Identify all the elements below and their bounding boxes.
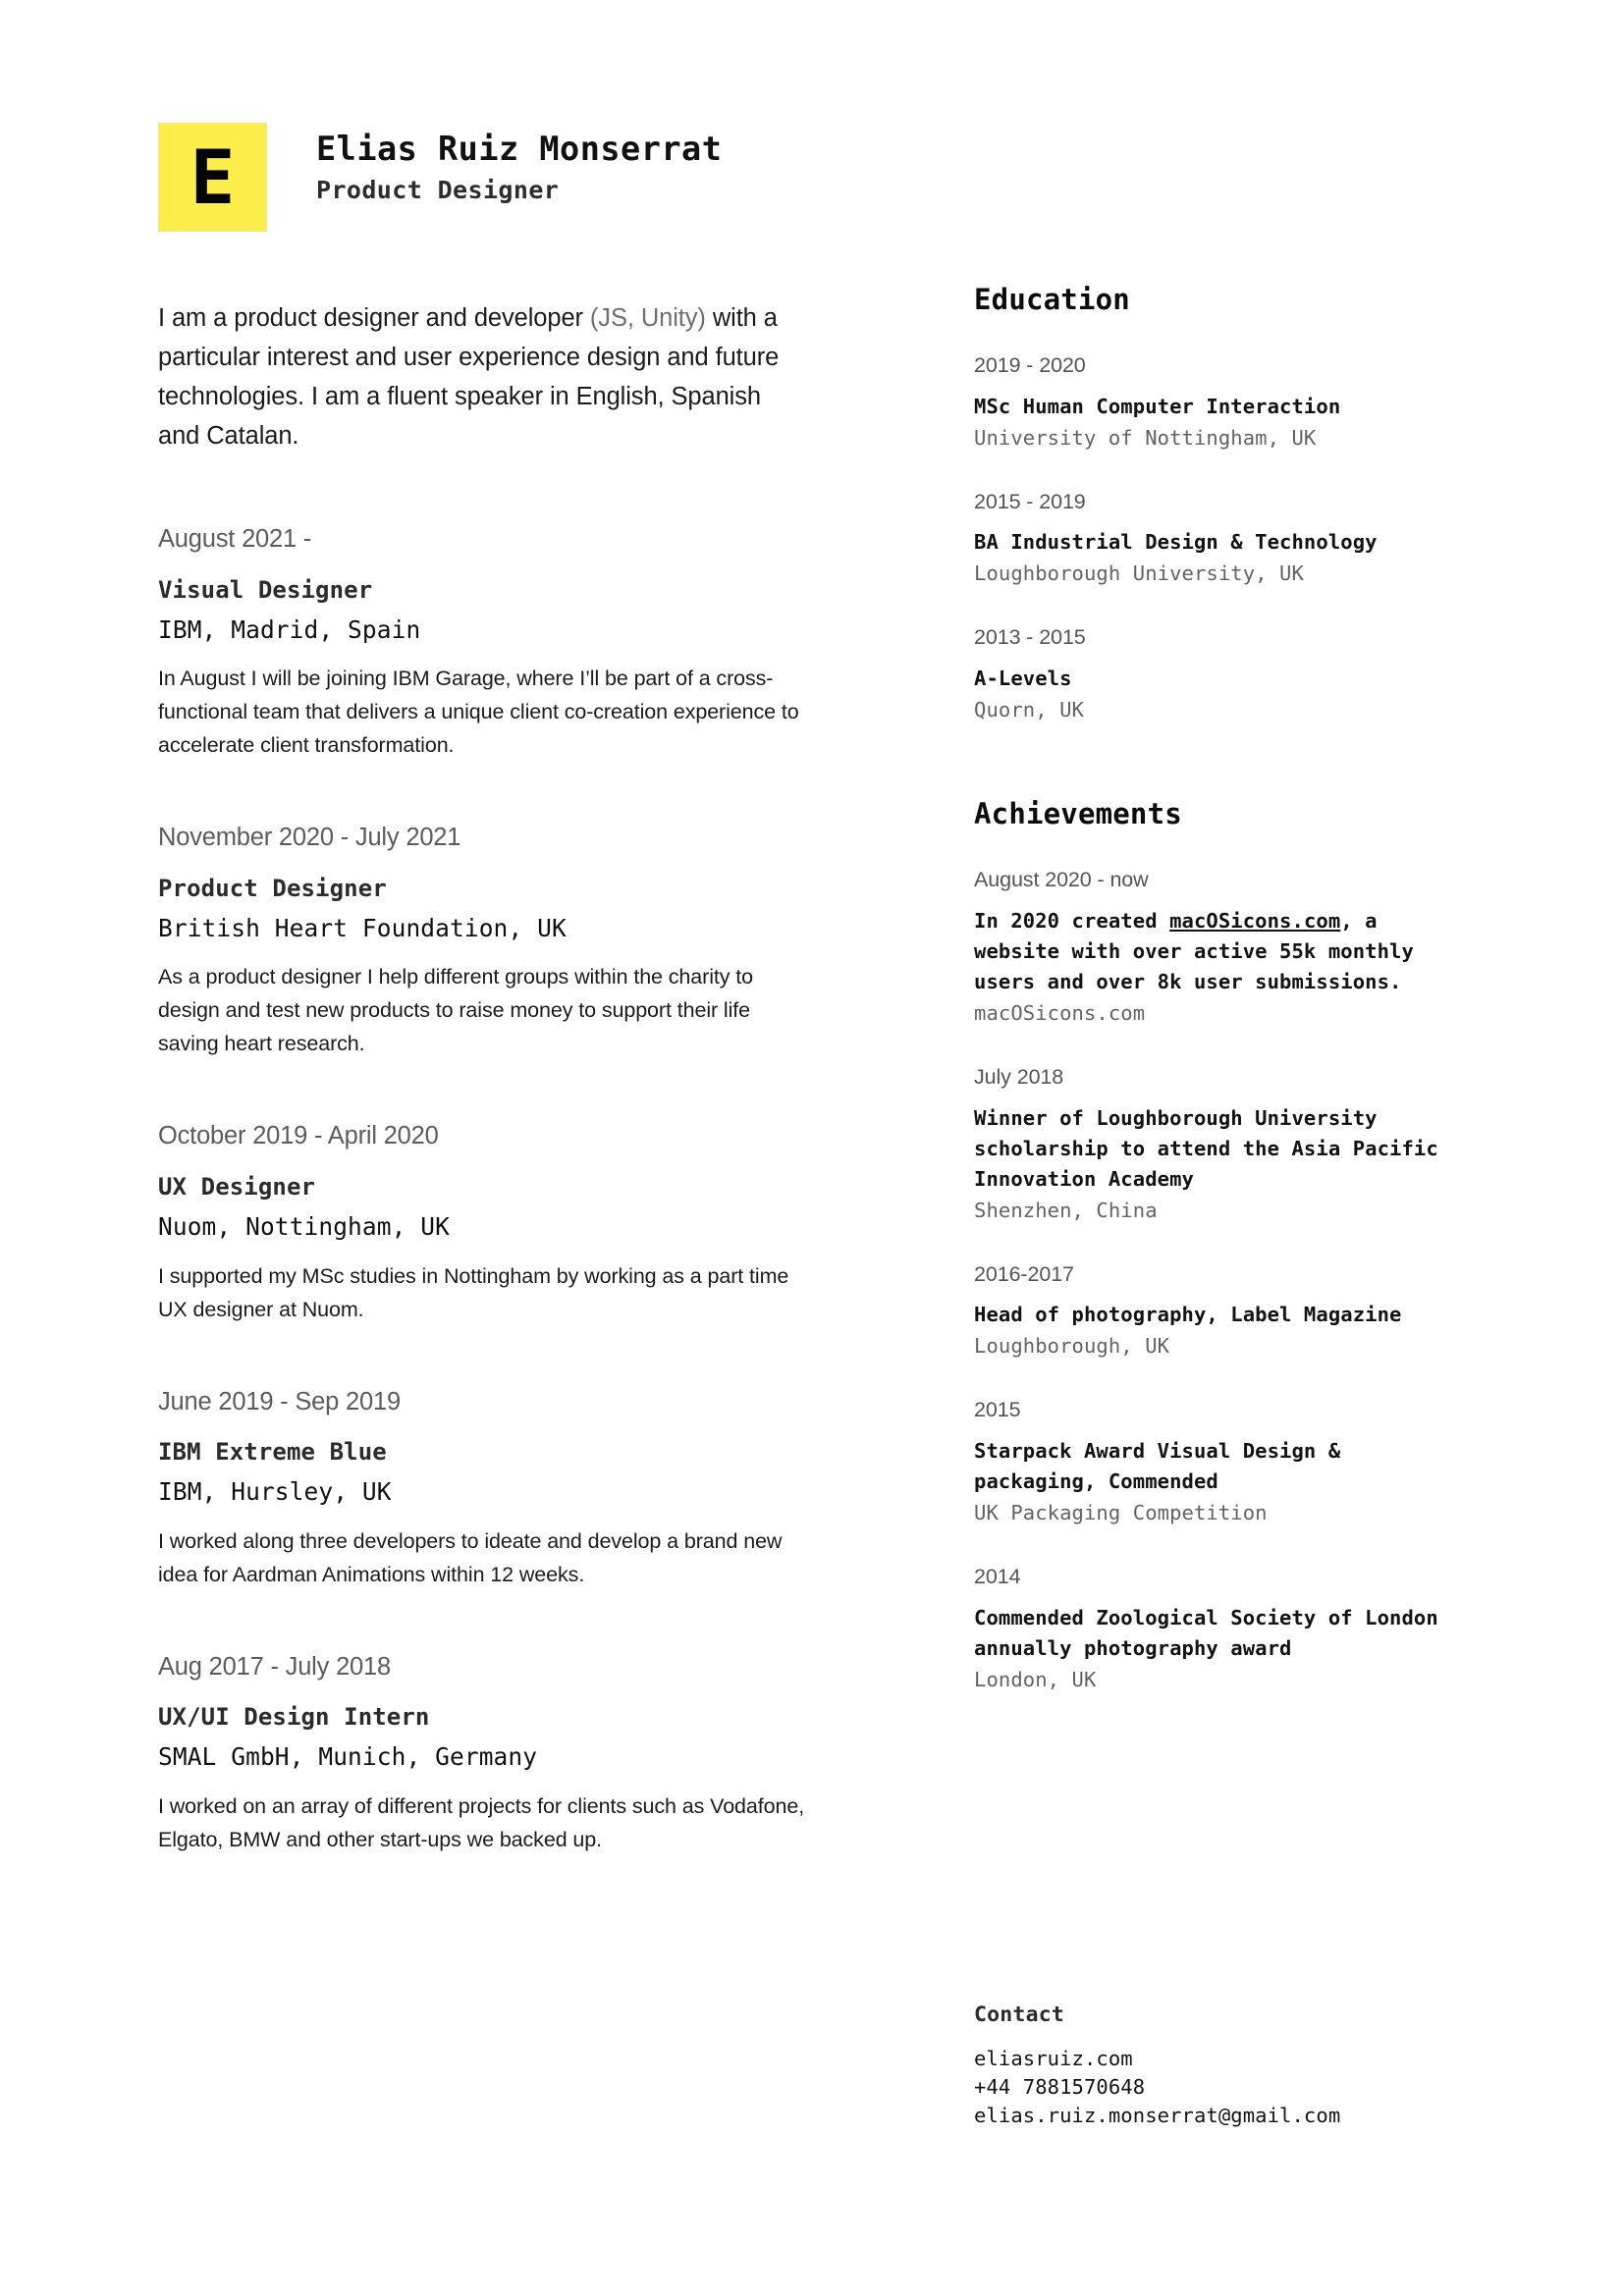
contact-email[interactable]: elias.ruiz.monserrat@gmail.com: [974, 2103, 1341, 2127]
right-column: [974, 283, 1465, 1695]
education-date: 2013 - 2015: [974, 625, 1086, 650]
achievement-sub: Shenzhen, China: [974, 1198, 1158, 1222]
achievements-section: [974, 797, 1465, 1695]
education-section: [974, 283, 1465, 725]
experience-date: October 2019 - April 2020: [158, 1122, 439, 1150]
education-institution: Loughborough University, UK: [974, 561, 1304, 586]
education-item: [974, 625, 1465, 725]
cv-header: [158, 123, 722, 232]
achievement-sub: Loughborough, UK: [974, 1334, 1170, 1359]
achievement-sub: London, UK: [974, 1667, 1097, 1691]
education-degree: MSc Human Computer Interaction: [974, 394, 1341, 418]
education-date: 2015 - 2019: [974, 489, 1086, 513]
experience-company: Nuom, Nottingham, UK: [158, 1212, 451, 1242]
achievement-title: Starpack Award Visual Design & packaging, Commended: [974, 1439, 1341, 1494]
achievement-title: Commended Zoological Society of London annually photography award: [974, 1605, 1438, 1660]
experience-item: [158, 1387, 816, 1591]
experience-company: SMAL GmbH, Munich, Germany: [158, 1742, 538, 1772]
macosicons-link[interactable]: macOSicons.com: [1169, 908, 1341, 933]
experience-date: Aug 2017 - July 2018: [158, 1652, 392, 1681]
achievement-title: Head of photography, Label Magazine: [974, 1303, 1402, 1327]
achievement-sub: UK Packaging Competition: [974, 1501, 1268, 1525]
education-institution: University of Nottingham, UK: [974, 425, 1317, 450]
achievement-item: [974, 1565, 1465, 1695]
intro-text-part2: with a particular interest and user experience design and future technologies. I am a fluent speaker in English, Spanish and Catalan.: [158, 304, 780, 450]
experience-description: In August I will be joining IBM Garage, where I’ll be part of a cross-functional team that delivers a unique client co-creation experience to accelerate client transformation.: [158, 667, 799, 758]
achievement-date: August 2020 - now: [974, 867, 1149, 891]
education-heading: Education: [974, 283, 1130, 316]
achievements-heading: Achievements: [974, 797, 1182, 831]
experience-company: IBM, Hursley, UK: [158, 1477, 392, 1507]
experience-title: Visual Designer: [158, 575, 373, 604]
header-text-block: [316, 123, 722, 206]
experience-date: June 2019 - Sep 2019: [158, 1387, 401, 1415]
achievement-item: [974, 868, 1465, 1029]
left-column: [158, 298, 816, 1856]
intro-paragraph: [158, 298, 806, 455]
experience-date: November 2020 - July 2021: [158, 824, 461, 852]
achievement-date: 2015: [974, 1398, 1021, 1422]
achievement-title-before: In 2020 created: [974, 908, 1170, 933]
contact-phone[interactable]: +44 7881570648: [974, 2074, 1146, 2099]
experience-title: Product Designer: [158, 874, 387, 902]
experience-item: [158, 1652, 816, 1856]
education-item: [974, 353, 1465, 454]
education-degree: BA Industrial Design & Technology: [974, 530, 1378, 555]
achievement-title-after: , a website with over active 55k monthly users and over 8k user submissions.: [974, 908, 1414, 993]
contact-website[interactable]: eliasruiz.com: [974, 2046, 1133, 2070]
achievement-date: 2016-2017: [974, 1261, 1074, 1286]
experience-description: I worked along three developers to ideate and develop a brand new idea for Aardman Animations within 12 weeks.: [158, 1528, 783, 1586]
experience-title: IBM Extreme Blue: [158, 1438, 387, 1467]
intro-skills-note: (JS, Unity): [589, 304, 706, 332]
education-date: 2019 - 2020: [974, 352, 1086, 377]
contact-list: [974, 2045, 1465, 2130]
experience-company: British Heart Foundation, UK: [158, 913, 567, 942]
experience-item: [158, 1121, 816, 1325]
achievement-title: Winner of Loughborough University scholarship to attend the Asia Pacific Innovation Academy: [974, 1105, 1438, 1191]
logo-badge: [158, 123, 267, 232]
education-degree: A-Levels: [974, 667, 1072, 691]
intro-text-part1: I am a product designer and developer: [158, 304, 590, 332]
experience-item: [158, 823, 816, 1060]
experience-title: UX/UI Design Intern: [158, 1703, 430, 1732]
experience-company: IBM, Madrid, Spain: [158, 614, 421, 644]
achievement-date: 2014: [974, 1565, 1021, 1589]
achievement-item: [974, 1398, 1465, 1528]
experience-description: As a product designer I help different groups within the charity to design and test new products to raise money to support their life saving heart research.: [158, 965, 754, 1056]
achievement-sub: macOSicons.com: [974, 1000, 1146, 1025]
experience-date: August 2021 -: [158, 525, 312, 553]
person-role: Product Designer: [316, 175, 560, 204]
person-name: Elias Ruiz Monserrat: [316, 130, 723, 168]
achievement-title: [974, 906, 1465, 997]
education-item: [974, 490, 1465, 590]
education-institution: Quorn, UK: [974, 698, 1084, 722]
experience-description: I supported my MSc studies in Nottingham by working as a part time UX designer at Nuom.: [158, 1263, 789, 1321]
experience-item: [158, 524, 816, 762]
experience-title: UX Designer: [158, 1173, 316, 1201]
achievement-item: [974, 1262, 1465, 1362]
achievement-item: [974, 1065, 1465, 1226]
achievement-date: July 2018: [974, 1064, 1064, 1089]
logo-letter: E: [189, 133, 236, 221]
contact-section: [974, 2002, 1465, 2130]
experience-description: I worked on an array of different projects for clients such as Vodafone, Elgato, BMW and other start-ups we backed up.: [158, 1794, 805, 1852]
contact-heading: Contact: [974, 2002, 1065, 2027]
